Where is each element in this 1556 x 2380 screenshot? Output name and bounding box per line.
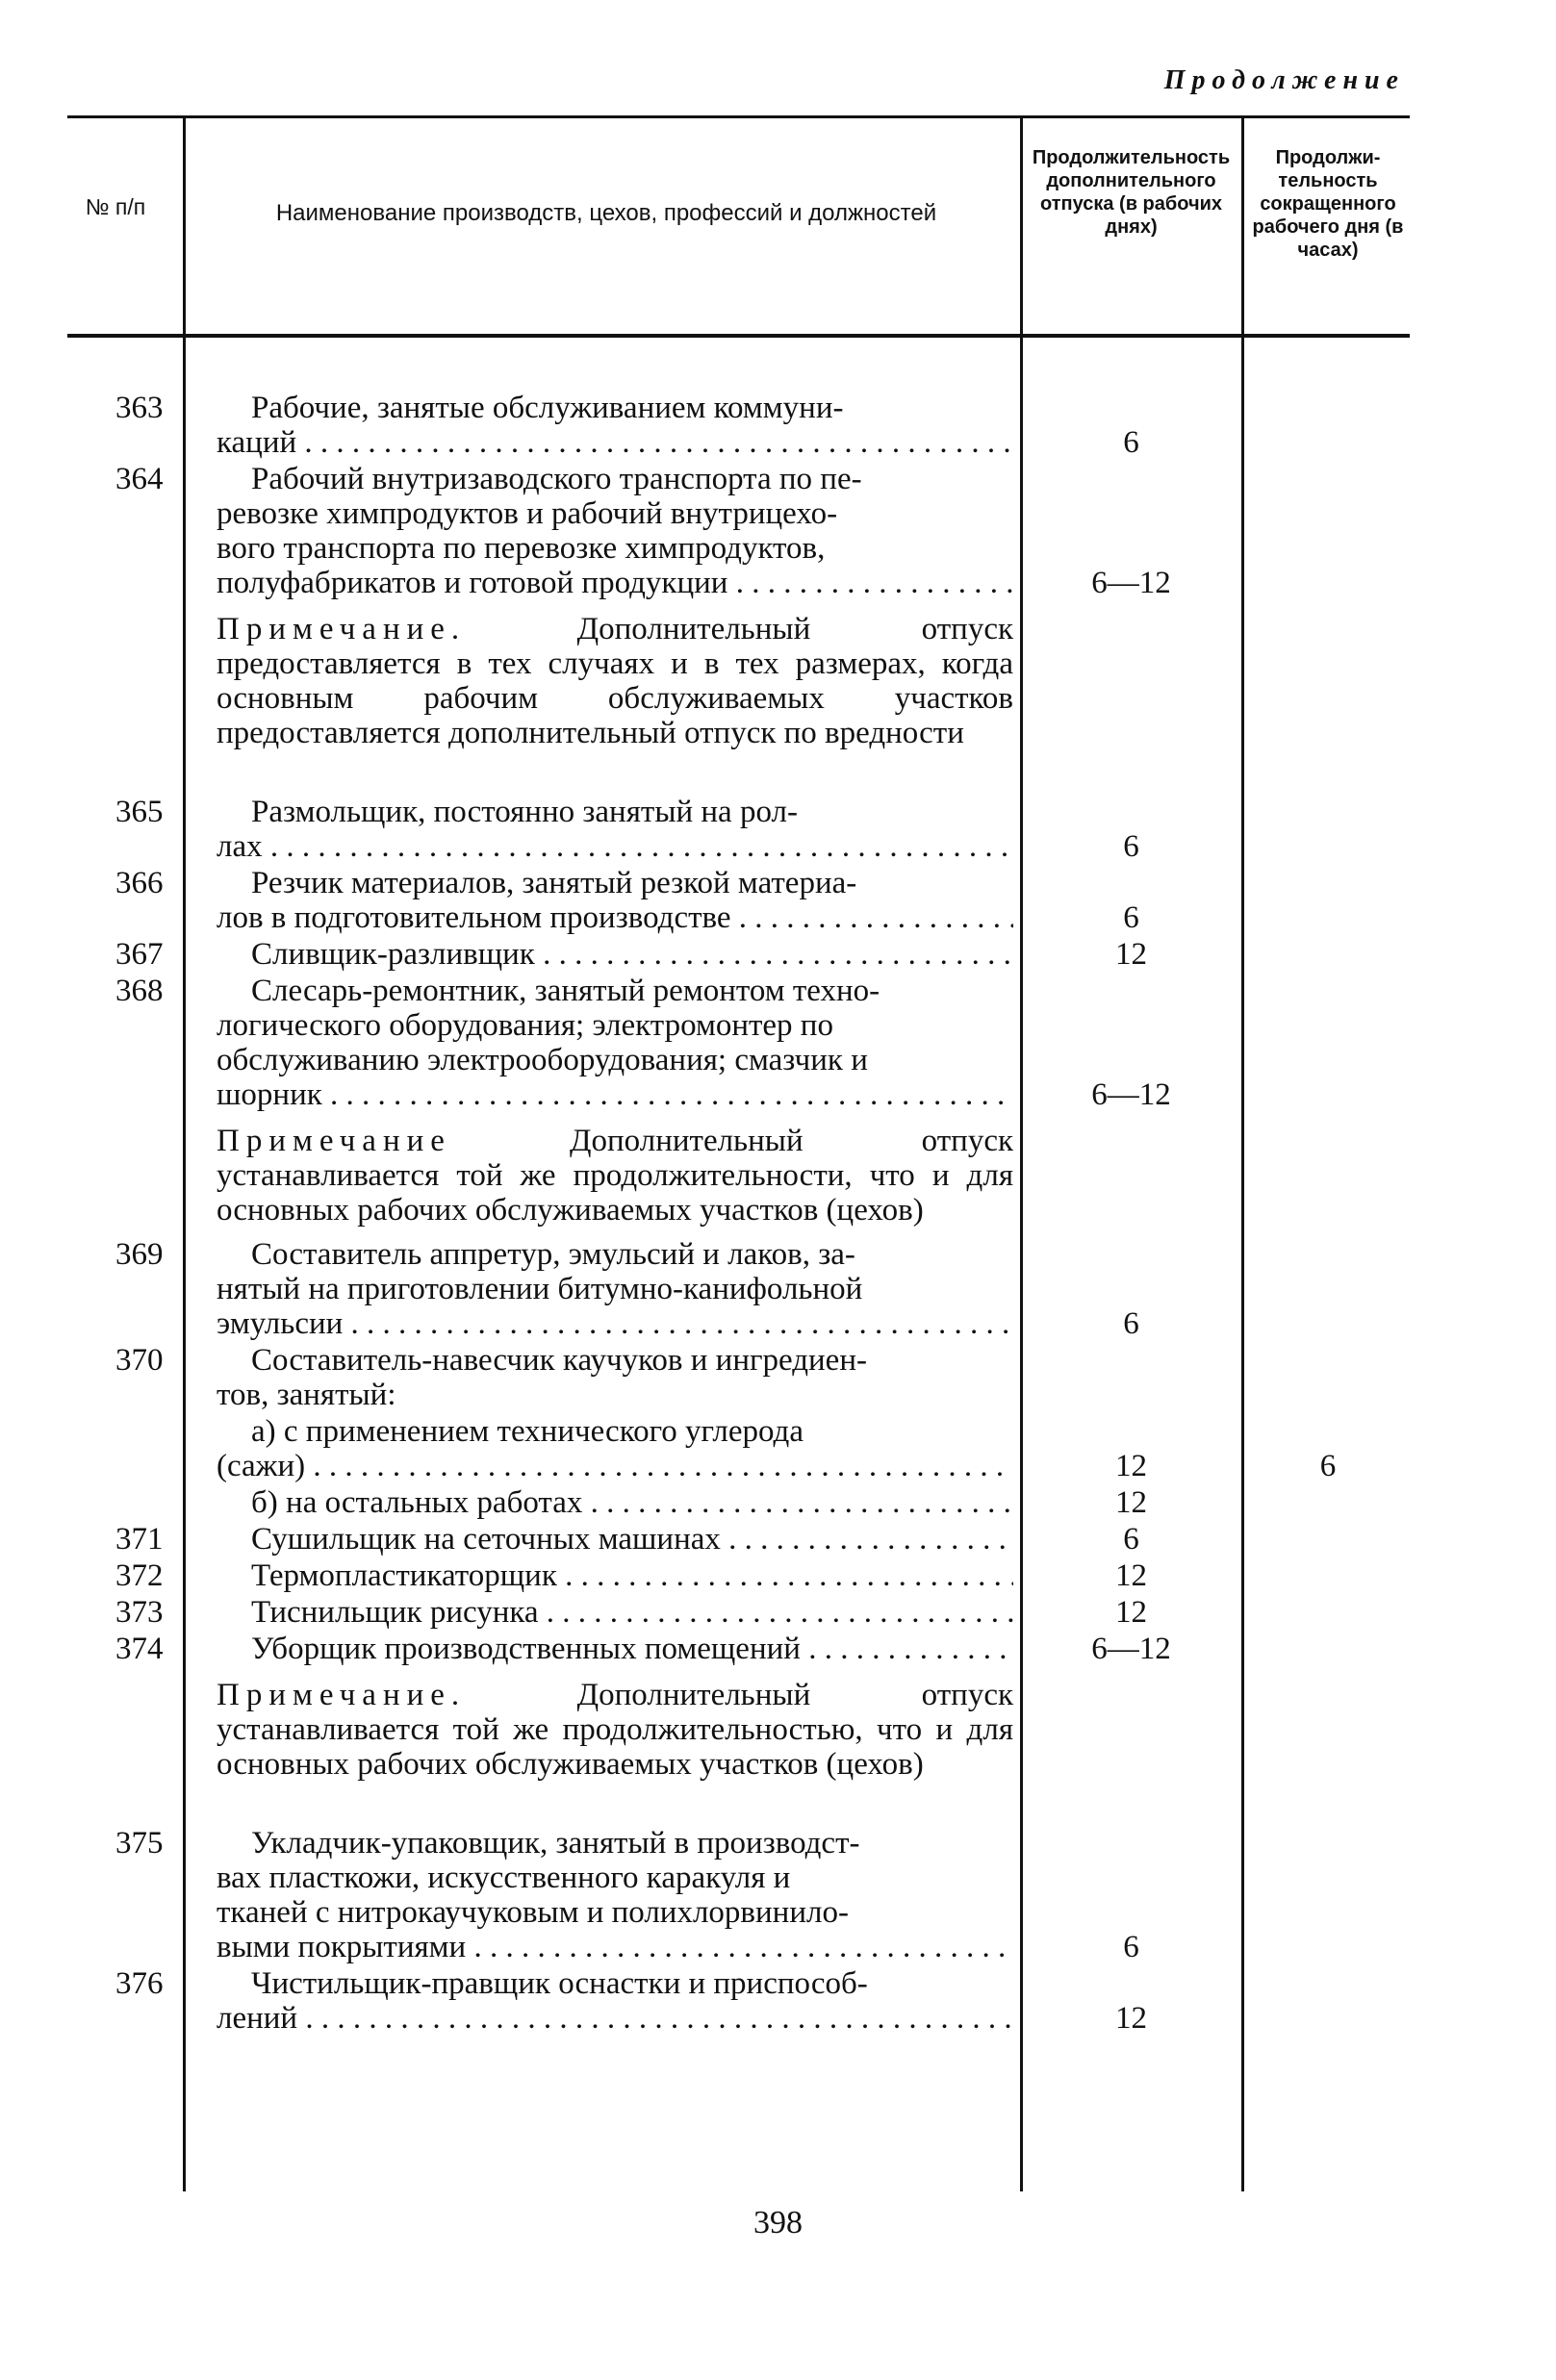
- row-description: [217, 1343, 1013, 1412]
- description-line: Резчик материалов, занятый резкой материа-: [251, 866, 857, 900]
- note-body: Дополнительный отпуск предоставляется в тех случаях и в тех размерах, когда основным рабочим обслуживаемых участков предоставляется дополнительный отпуск по вредности: [217, 612, 1013, 750]
- description-line: обслуживанию электрооборудования; смазчик и: [217, 1043, 868, 1077]
- description-line: логического оборудования; электромонтер по: [217, 1008, 833, 1043]
- row-description: [217, 1414, 1013, 1483]
- description-line: Слесарь-ремонтник, занятый ремонтом техно-: [251, 974, 880, 1008]
- leave-days-value: 12: [1115, 1595, 1147, 1630]
- row-description: [217, 1485, 1013, 1520]
- note-label: Примечание.: [217, 1678, 467, 1712]
- note-text: [217, 1678, 1013, 1782]
- row-number: 371: [115, 1522, 164, 1557]
- note-text: [217, 1124, 1013, 1228]
- row-number: 366: [115, 866, 164, 900]
- description-line: Укладчик-упаковщик, занятый в производст-: [251, 1826, 860, 1861]
- leave-days-value: 12: [1115, 2001, 1147, 2036]
- leave-days-value: 6: [1123, 425, 1139, 460]
- description-line: Рабочий внутризаводского транспорта по пе-: [251, 462, 862, 496]
- leave-days-value: 12: [1115, 937, 1147, 972]
- row-number: 367: [115, 937, 164, 972]
- header-short-day: Продолжительность сокращенного рабочего дня (в часах): [1252, 147, 1404, 261]
- description-leader-line: лах . . .: [217, 829, 1013, 864]
- leave-days-value: 6—12: [1091, 566, 1171, 600]
- description-leader-line: Уборщик производственных помещений . . .: [217, 1632, 1013, 1666]
- note-body: Дополнительный отпуск устанавливается той же продолжительностью, что и для основных рабочих обслуживаемых участков (цехов): [217, 1678, 1013, 1782]
- description-line: Размольщик, постоянно занятый на рол-: [251, 795, 798, 829]
- row-description: [217, 866, 1013, 935]
- description-line: вого транспорта по перевозке химпродуктов,: [217, 531, 826, 566]
- description-leader-line: Сушильщик на сеточных машинах . . .: [217, 1522, 1013, 1557]
- row-description: [217, 974, 1013, 1112]
- row-description: [217, 1237, 1013, 1341]
- description-line: Составитель-навесчик каучуков и ингредиен-: [251, 1343, 867, 1378]
- leave-days-value: 6: [1123, 1930, 1139, 1964]
- note-label: Примечание: [217, 1124, 451, 1158]
- description-leader-line: полуфабрикатов и готовой продукции . . .: [217, 566, 1013, 600]
- leave-days-value: 6: [1123, 1522, 1139, 1557]
- note-body: Дополнительный отпуск устанавливается той же продолжительности, что и для основных рабочих обслуживаемых участков (цехов): [217, 1124, 1013, 1228]
- row-description: [217, 1522, 1013, 1557]
- table-top-rule: [67, 115, 1410, 118]
- description-leader-line: (сажи) . . .: [217, 1449, 1013, 1483]
- description-leader-line: каций . . .: [217, 425, 1013, 460]
- row-description: [217, 1632, 1013, 1666]
- row-number: 364: [115, 462, 164, 496]
- description-line: тов, занятый:: [217, 1378, 396, 1412]
- short-day-hours-value: 6: [1319, 1449, 1337, 1483]
- leave-days-value: 12: [1115, 1558, 1147, 1593]
- row-number: 363: [115, 391, 164, 425]
- description-leader-line: б) на остальных работах . . .: [217, 1485, 1013, 1520]
- description-line: нятый на приготовлении битумно-канифольной: [217, 1272, 863, 1306]
- row-description: [217, 462, 1013, 600]
- leave-days-value: 12: [1115, 1449, 1147, 1483]
- row-number: 372: [115, 1558, 164, 1593]
- description-line: а) с применением технического углерода: [251, 1414, 804, 1449]
- row-number: 374: [115, 1632, 164, 1666]
- row-description: [217, 1558, 1013, 1593]
- row-description: [217, 391, 1013, 460]
- note-label: Примечание.: [217, 612, 467, 646]
- description-leader-line: эмульсии . . .: [217, 1306, 1013, 1341]
- row-number: 375: [115, 1826, 164, 1861]
- description-line: Рабочие, занятые обслуживанием коммуни-: [251, 391, 844, 425]
- leave-days-value: 6: [1123, 829, 1139, 864]
- leave-days-value: 12: [1115, 1485, 1147, 1520]
- description-leader-line: Сливщик-разливщик . . .: [217, 937, 1013, 972]
- note-text: [217, 612, 1013, 750]
- row-number: 373: [115, 1595, 164, 1630]
- description-leader-line: Термопластикаторщик . . .: [217, 1558, 1013, 1593]
- description-leader-line: лов в подготовительном производстве . . .: [217, 900, 1013, 935]
- header-name: Наименование производств, цехов, профессий и должностей: [275, 200, 937, 226]
- row-description: [217, 937, 1013, 972]
- column-divider-1: [183, 118, 186, 2191]
- leave-days-value: 6: [1123, 900, 1139, 935]
- row-number: 370: [115, 1343, 164, 1378]
- continuation-label: Продолжение: [1163, 65, 1405, 95]
- row-description: [217, 1966, 1013, 2036]
- leave-days-value: 6: [1123, 1306, 1139, 1341]
- description-line: тканей с нитрокаучуковым и полихлорвинило-: [217, 1895, 849, 1930]
- header-leave-duration: Продолжительность дополнительного отпуска (в рабочих днях): [1032, 147, 1231, 238]
- row-number: 365: [115, 795, 164, 829]
- description-line: Чистильщик-правщик оснастки и приспособ-: [251, 1966, 868, 2001]
- leave-days-value: 6—12: [1091, 1632, 1171, 1666]
- header-bottom-rule: [67, 334, 1410, 338]
- description-leader-line: лений . . .: [217, 2001, 1013, 2036]
- description-line: ревозке химпродуктов и рабочий внутрицехо-: [217, 496, 838, 531]
- row-description: [217, 795, 1013, 864]
- row-description: [217, 1595, 1013, 1630]
- row-number: 376: [115, 1966, 164, 2001]
- description-leader-line: шорник . . .: [217, 1077, 1013, 1112]
- row-description: [217, 1826, 1013, 1964]
- row-number: 369: [115, 1237, 164, 1272]
- description-line: вах пласткожи, искусственного каракуля и: [217, 1861, 791, 1895]
- description-line: Составитель аппретур, эмульсий и лаков, за-: [251, 1237, 855, 1272]
- row-number: 368: [115, 974, 164, 1008]
- description-leader-line: Тиснильщик рисунка . . .: [217, 1595, 1013, 1630]
- description-leader-line: выми покрытиями . . .: [217, 1930, 1013, 1964]
- header-number: № п/п: [85, 194, 146, 219]
- page-number: 398: [753, 2205, 803, 2241]
- leave-days-value: 6—12: [1091, 1077, 1171, 1112]
- column-divider-3: [1241, 118, 1244, 2191]
